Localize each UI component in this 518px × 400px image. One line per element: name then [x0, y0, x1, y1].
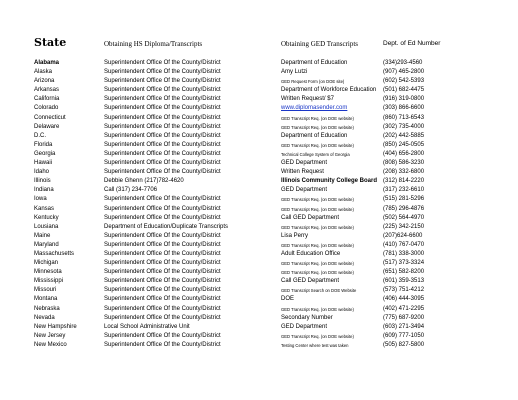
ged-transcript-contact: Amy Lutzi	[281, 69, 308, 76]
table-row	[0, 250, 518, 259]
state-name: Maryland	[34, 241, 59, 248]
ged-transcript-contact: GED Transcript Req. (on DOE website)	[281, 142, 354, 148]
header-ged-transcripts: Obtaining GED Transcripts	[281, 40, 358, 48]
table-row	[0, 141, 518, 150]
ged-transcript-contact: GED Department	[281, 323, 328, 330]
dept-ed-phone: (601) 359-3513	[383, 278, 425, 285]
table-row	[0, 77, 518, 86]
ged-transcript-contact: Written Request	[281, 169, 324, 176]
hs-diploma-contact: Superintendent Office Of the County/District	[104, 196, 221, 203]
state-name: Nevada	[34, 314, 55, 321]
dept-ed-phone: (860) 713-6543	[383, 114, 425, 121]
state-name: Nebraska	[34, 305, 60, 312]
table-row	[0, 332, 518, 341]
ged-transcript-contact: GED Transcript Search on DOE Website	[281, 288, 357, 294]
state-name: Lousiana	[34, 223, 59, 230]
dept-ed-phone: (302) 735-4000	[383, 123, 425, 130]
ged-transcript-contact: GED Transcript Req. (on DOE website)	[281, 261, 354, 267]
state-name: Missouri	[34, 287, 57, 294]
table-row	[0, 177, 518, 186]
dept-ed-phone: (850) 245-0505	[383, 141, 425, 148]
state-name: Maine	[34, 232, 51, 239]
ged-transcript-contact: Secondary Number	[281, 314, 333, 321]
hs-diploma-contact: Superintendent Office Of the County/District	[104, 332, 221, 339]
dept-ed-phone: (785) 296-4876	[383, 205, 425, 212]
table-row	[0, 205, 518, 214]
dept-ed-phone: (402) 471-2295	[383, 305, 425, 312]
dept-ed-phone: (907) 465-2800	[383, 69, 425, 76]
dept-ed-phone: (404) 656-2800	[383, 150, 425, 157]
table-row	[0, 259, 518, 268]
dept-ed-phone: (207)624-6600	[383, 232, 423, 239]
hs-diploma-contact: Superintendent Office Of the County/District	[104, 141, 221, 148]
dept-ed-phone: (303) 866-6600	[383, 105, 425, 112]
ged-transcript-contact: GED Transcript Req. (on DOE website)	[281, 206, 354, 212]
table-row	[0, 214, 518, 223]
dept-ed-phone: (609) 777-1050	[383, 332, 425, 339]
dept-ed-phone: (317) 232-6610	[383, 187, 425, 194]
hs-diploma-contact: Superintendent Office Of the County/District	[104, 114, 221, 121]
ged-transcript-contact: Written Request/ $7	[281, 96, 334, 103]
state-name: Michigan	[34, 260, 59, 267]
state-name: Arizona	[34, 78, 55, 85]
table-body	[0, 59, 518, 350]
hs-diploma-contact: Superintendent Office Of the County/District	[104, 241, 221, 248]
hs-diploma-contact: Superintendent Office Of the County/District	[104, 205, 221, 212]
state-name: Massachusetts	[34, 250, 75, 257]
table-row	[0, 150, 518, 159]
table-row	[0, 286, 518, 295]
table-row	[0, 86, 518, 95]
table-row	[0, 186, 518, 195]
ged-transcript-contact: GED Transcript Req. (on DOE website)	[281, 224, 354, 230]
hs-diploma-contact: Superintendent Office Of the County/District	[104, 60, 221, 66]
ged-transcript-contact: Illinois Community College Board	[281, 178, 378, 185]
dept-ed-phone: (808) 586-3230	[383, 160, 425, 167]
hs-diploma-contact: Superintendent Office Of the County/District	[104, 132, 221, 139]
state-name: Colorado	[34, 105, 59, 112]
ged-transcript-contact: Lisa Perry	[281, 232, 309, 239]
table-row	[0, 305, 518, 314]
state-name: Hawaii	[34, 160, 53, 167]
hs-diploma-contact: Superintendent Office Of the County/District	[104, 232, 221, 239]
table-header	[0, 38, 518, 52]
table-row	[0, 268, 518, 277]
state-name: Mississippi	[34, 278, 64, 285]
dept-ed-phone: (573) 751-4212	[383, 287, 425, 294]
state-name: Montana	[34, 296, 58, 303]
table-row	[0, 123, 518, 132]
dept-ed-phone: (208) 332-6800	[383, 169, 425, 176]
ged-transcript-contact: DOE	[281, 296, 295, 303]
state-name: Iowa	[34, 196, 47, 203]
ged-transcript-contact: GED Transcript Req. (on DOE website)	[281, 197, 354, 203]
hs-diploma-contact: Superintendent Office Of the County/District	[104, 250, 221, 257]
dept-ed-phone: (517) 373-3324	[383, 260, 425, 267]
state-name: Idaho	[34, 169, 50, 176]
state-name: New Hampshire	[34, 323, 77, 330]
ged-transcript-contact: Department of Workforce Education	[281, 87, 377, 94]
hs-diploma-contact: Superintendent Office Of the County/District	[104, 78, 221, 85]
table-row	[0, 223, 518, 232]
hs-diploma-contact: Superintendent Office Of the County/District	[104, 287, 221, 294]
ged-transcript-contact: Department of Education	[281, 60, 348, 66]
ged-transcript-contact: GED Transcript Req. (on DOE website)	[281, 270, 354, 276]
table-row	[0, 195, 518, 204]
hs-diploma-contact: Debbie Ghenn (217)782-4620	[104, 178, 184, 185]
hs-diploma-contact: Superintendent Office Of the County/District	[104, 341, 221, 348]
state-name: Kentucky	[34, 214, 59, 221]
ged-transcript-contact: Call GED Department	[281, 214, 340, 221]
dept-ed-phone: (406) 444-3095	[383, 296, 425, 303]
ged-transcript-contact: GED Request Form (on DOE site)	[281, 79, 345, 85]
table-row	[0, 341, 518, 350]
hs-diploma-contact: Superintendent Office Of the County/District	[104, 269, 221, 276]
hs-diploma-contact: Superintendent Office Of the County/District	[104, 214, 221, 221]
hs-diploma-contact: Call (317) 234-7706	[104, 187, 158, 194]
hs-diploma-contact: Local School Administrative Unit	[104, 323, 190, 330]
ged-transcript-contact: Technical College System of Georgia	[281, 151, 350, 157]
hs-diploma-contact: Superintendent Office Of the County/District	[104, 278, 221, 285]
state-name: Alabama	[34, 60, 60, 66]
table-row	[0, 104, 518, 113]
dept-ed-phone: (225) 342-2150	[383, 223, 425, 230]
table-row	[0, 159, 518, 168]
dept-ed-phone: (602) 542-5393	[383, 78, 425, 85]
dept-ed-phone: (651) 582-8200	[383, 269, 425, 276]
dept-ed-phone: (916) 319-0800	[383, 96, 425, 103]
ged-link[interactable]: www.diplomasender.com	[281, 105, 348, 112]
dept-ed-phone: (202) 442-5885	[383, 132, 425, 139]
dept-ed-phone: (502) 564-4970	[383, 214, 425, 221]
table-row	[0, 232, 518, 241]
state-name: Alaska	[34, 69, 53, 76]
dept-ed-phone: (775) 687-9200	[383, 314, 425, 321]
header-hs-diploma: Obtaining HS Diploma/Transcripts	[104, 40, 203, 48]
state-name: Kansas	[34, 205, 55, 212]
dept-ed-phone: (410) 767-0470	[383, 241, 425, 248]
hs-diploma-contact: Superintendent Office Of the County/District	[104, 69, 221, 76]
hs-diploma-contact: Superintendent Office Of the County/District	[104, 314, 221, 321]
table-row	[0, 295, 518, 304]
ged-transcript-contact: GED Transcript Req. (on DOE website)	[281, 306, 354, 312]
state-name: New Jersey	[34, 332, 66, 339]
dept-ed-phone: (603) 271-3494	[383, 323, 425, 330]
dept-ed-phone: (515) 281-5296	[383, 196, 425, 203]
header-state: State	[34, 36, 67, 49]
hs-diploma-contact: Superintendent Office Of the County/District	[104, 169, 221, 176]
ged-transcript-contact: GED Department	[281, 187, 328, 194]
ged-transcript-contact: GED Department	[281, 160, 328, 167]
dept-ed-phone: (312) 814-2220	[383, 178, 425, 185]
ged-transcript-contact: Call GED Department	[281, 278, 340, 285]
state-name: Arkansas	[34, 87, 60, 94]
state-name: Georgia	[34, 150, 56, 157]
ged-transcript-contact: Testing Center where test was taken	[281, 342, 349, 348]
hs-diploma-contact: Superintendent Office Of the County/District	[104, 123, 221, 130]
hs-diploma-contact: Superintendent Office Of the County/District	[104, 305, 221, 312]
table-row	[0, 314, 518, 323]
dept-ed-phone: (501) 682-4475	[383, 87, 425, 94]
state-name: D.C.	[34, 132, 46, 139]
state-name: Delaware	[34, 123, 60, 130]
hs-diploma-contact: Superintendent Office Of the County/District	[104, 96, 221, 103]
state-name: New Mexico	[34, 341, 67, 348]
ged-transcript-contact: Department of Education	[281, 132, 348, 139]
table-row	[0, 132, 518, 141]
table-row	[0, 68, 518, 77]
dept-ed-phone: (334)293-4560	[383, 60, 423, 66]
table-row	[0, 323, 518, 332]
state-name: Illinois	[34, 178, 51, 185]
table-row	[0, 277, 518, 286]
table-row	[0, 95, 518, 104]
ged-transcript-contact: GED Transcript Req. (on DOE website)	[281, 124, 354, 130]
hs-diploma-contact: Superintendent Office Of the County/District	[104, 105, 221, 112]
header-dept-ed-number: Dept. of Ed Number	[383, 40, 441, 47]
table-row	[0, 114, 518, 123]
dept-ed-phone: (781) 338-3000	[383, 250, 425, 257]
ged-transcript-contact: GED Transcript Req. (on DOE website)	[281, 333, 354, 339]
ged-transcript-contact: Adult Education Office	[281, 250, 341, 257]
state-name: California	[34, 96, 60, 103]
state-name: Minnesota	[34, 269, 62, 276]
table-row	[0, 168, 518, 177]
hs-diploma-contact: Superintendent Office Of the County/District	[104, 87, 221, 94]
state-name: Indiana	[34, 187, 54, 194]
state-name: Connecticut	[34, 114, 66, 121]
hs-diploma-contact: Superintendent Office Of the County/District	[104, 150, 221, 157]
ged-transcript-contact: GED Transcript Req. (on DOE website)	[281, 115, 354, 121]
hs-diploma-contact: Superintendent Office Of the County/District	[104, 296, 221, 303]
table-row	[0, 59, 518, 68]
dept-ed-phone: (505) 827-5800	[383, 341, 425, 348]
hs-diploma-contact: Superintendent Office Of the County/District	[104, 260, 221, 267]
table-row	[0, 241, 518, 250]
hs-diploma-contact: Department of Education/Duplicate Transcripts	[104, 223, 229, 230]
state-name: Florida	[34, 141, 53, 148]
ged-transcript-contact: GED Transcript Req. (on DOE website)	[281, 242, 354, 248]
hs-diploma-contact: Superintendent Office Of the County/District	[104, 160, 221, 167]
